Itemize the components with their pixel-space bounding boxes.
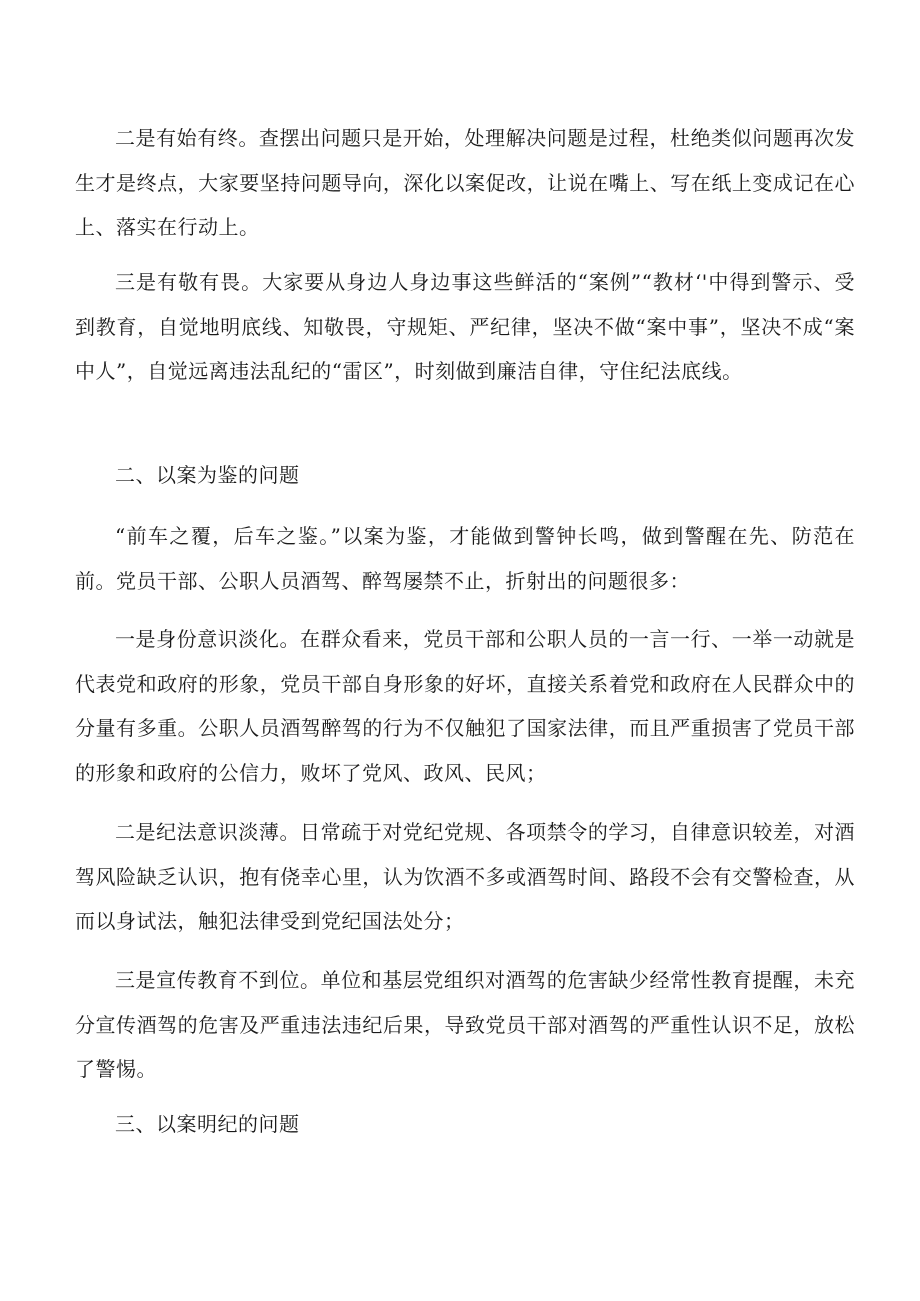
paragraph-discipline: 二是纪法意识淡薄。日常疏于对党纪党规、各项禁令的学习，自律意识较差，对酒驾风险缺乏认识，抱有侥幸心里，认为饮酒不多或酒驾时间、路段不会有交警检查，从而以身试法，触犯法律受到党纪国法处分； — [75, 820, 855, 933]
paragraph-persistence: 二是有始有终。查摆出问题只是开始，处理解决问题是过程，杜绝类似问题再次发生才是终点，大家要坚持问题导向，深化以案促改，让说在嘴上、写在纸上变成记在心上、落实在行动上。 — [75, 126, 855, 239]
paragraph-reverence: 三是有敬有畏。大家要从身边人身边事这些鲜活的“案例”“教材‘'中得到警示、受到教育，自觉地明底线、知敬畏，守规矩、严纪律，坚决不做“案中事”，坚决不成“案中人”，自觉远离违法乱纪的“雷区”，时刻做到廉洁自律，守住纪法底线。 — [75, 270, 855, 383]
paragraph-education: 三是宣传教育不到位。单位和基层党组织对酒驾的危害缺少经常性教育提醒，未充分宣传酒驾的危害及严重违法违纪后果，导致党员干部对酒驾的严重性认识不足，放松了警惕。 — [75, 968, 855, 1081]
paragraph-lessons-intro: “前车之覆，后车之鉴。”以案为鉴，才能做到警钟长鸣，做到警醒在先、防范在前。党员干部、公职人员酒驾、醉驾屡禁不止，折射出的问题很多： — [75, 524, 855, 593]
section-heading-discipline: 三、以案明纪的问题 — [115, 1112, 300, 1136]
section-heading-lessons: 二、以案为鉴的问题 — [115, 463, 300, 487]
paragraph-identity: 一是身份意识淡化。在群众看来，党员干部和公职人员的一言一行、一举一动就是代表党和政府的形象，党员干部自身形象的好坏，直接关系着党和政府在人民群众中的分量有多重。公职人员酒驾醉驾的行为不仅触犯了国家法律，而且严重损害了党员干部的形象和政府的公信力，败坏了党风、政风、民风； — [75, 627, 855, 785]
